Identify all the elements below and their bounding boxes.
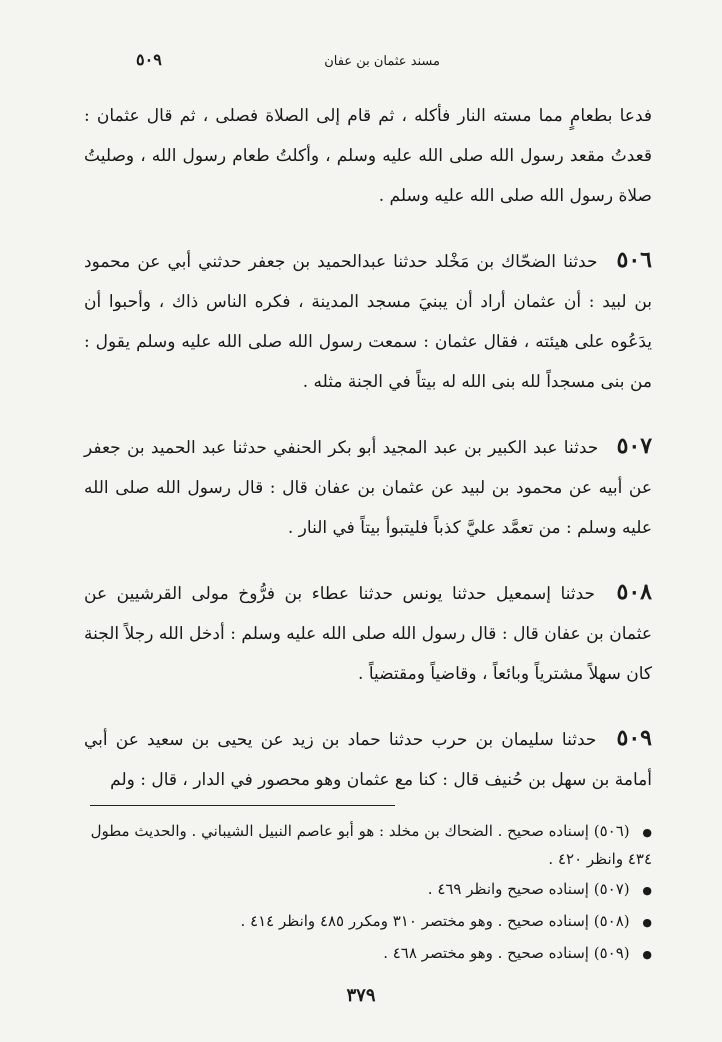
running-hadith-number: ٥٠٩ <box>136 50 162 69</box>
footnote-text: (٥٠٩) إسناده صحيح . وهو مختصر ٤٦٨ . <box>383 944 630 962</box>
hadith-508 <box>84 572 652 694</box>
footnote-text: (٥٠٦) إسناده صحيح . الضحاك بن مخلد : هو أبو عاصم النبيل الشيباني . والحديث مطول ٤٣٤ وانظر ٤٢٠ . <box>90 822 652 868</box>
footnote-item <box>80 876 652 904</box>
footnote-text: (٥٠٨) إسناده صحيح . وهو مختصر ٣١٠ ومكرر ٤٨٥ وانظر ٤١٤ . <box>240 912 630 930</box>
page-header <box>110 46 660 80</box>
footnote-divider <box>90 805 395 806</box>
hadith-text: حدثنا سليمان بن حرب حدثنا حماد بن زيد عن يحيى بن سعيد عن أبي أمامة بن سهل بن حُنيف قال : كنا مع عثمان وهو محصور في الدار ، قال : ولم <box>84 730 652 790</box>
hadith-507 <box>84 426 652 548</box>
hadith-number: ٥٠٧ <box>616 433 653 459</box>
hadith-number: ٥٠٦ <box>616 247 652 273</box>
hadith-number: ٥٠٨ <box>616 579 652 605</box>
footnote-item <box>80 908 652 936</box>
bullet-icon: ● <box>642 884 652 897</box>
footnote-item <box>80 940 652 968</box>
intro-paragraph: فدعا بطعامٍ مما مسته النار فأكله ، ثم قام إلى الصلاة فصلى ، ثم قال عثمان : قعدتُ مقعد رسول الله صلى الله عليه وسلم ، وأكلتُ طعام رسول الله ، وصليتُ صلاة رسول الله صلى الله عليه وسلم . <box>84 106 652 206</box>
hadith-text: حدثنا الضحّاك بن مَخْلد حدثنا عبدالحميد بن جعفر حدثني أبي عن محمود بن لبيد : أن عثمان أراد أن يبنيَ مسجد المدينة ، فكره الناس ذاك ، وأحبوا أن يدَعُوه على هيئته ، فقال عثمان : سمعت رسول الله صلى الله عليه وسلم يقول : من بنى مسجداً لله بنى الله له بيتاً في الجنة مثله . <box>84 252 652 392</box>
footnote-text: (٥٠٧) إسناده صحيح وانظر ٤٦٩ . <box>427 880 630 898</box>
hadith-text: حدثنا عبد الكبير بن عبد المجيد أبو بكر الحنفي حدثنا عبد الحميد بن جعفر عن أبيه عن محمود بن لبيد عن عثمان بن عفان قال : قال رسول الله صلى الله عليه وسلم : من تعمَّد عليَّ كذباً فليتبوأ بيتاً في النار . <box>84 438 652 538</box>
bullet-icon: ● <box>642 916 652 929</box>
hadith-506 <box>84 240 652 402</box>
footnote-item <box>80 818 652 872</box>
running-title: مسند عثمان بن عفان <box>324 54 440 69</box>
hadith-509 <box>84 718 652 800</box>
footnotes <box>80 818 652 972</box>
hadith-number: ٥٠٩ <box>616 725 652 751</box>
bullet-icon: ● <box>642 948 652 961</box>
bullet-icon: ● <box>642 826 652 839</box>
hadith-text: حدثنا إسمعيل حدثنا يونس حدثنا عطاء بن فرُّوخ مولى القرشيين عن عثمان بن عفان قال : قال رسول الله صلى الله عليه وسلم : أدخل الله رجلاً الجنة كان سهلاً مشترياً وبائعاً ، وقاضياً ومقتضياً . <box>84 584 652 684</box>
page-number: ٣٧٩ <box>346 985 376 1006</box>
main-text <box>84 96 652 800</box>
